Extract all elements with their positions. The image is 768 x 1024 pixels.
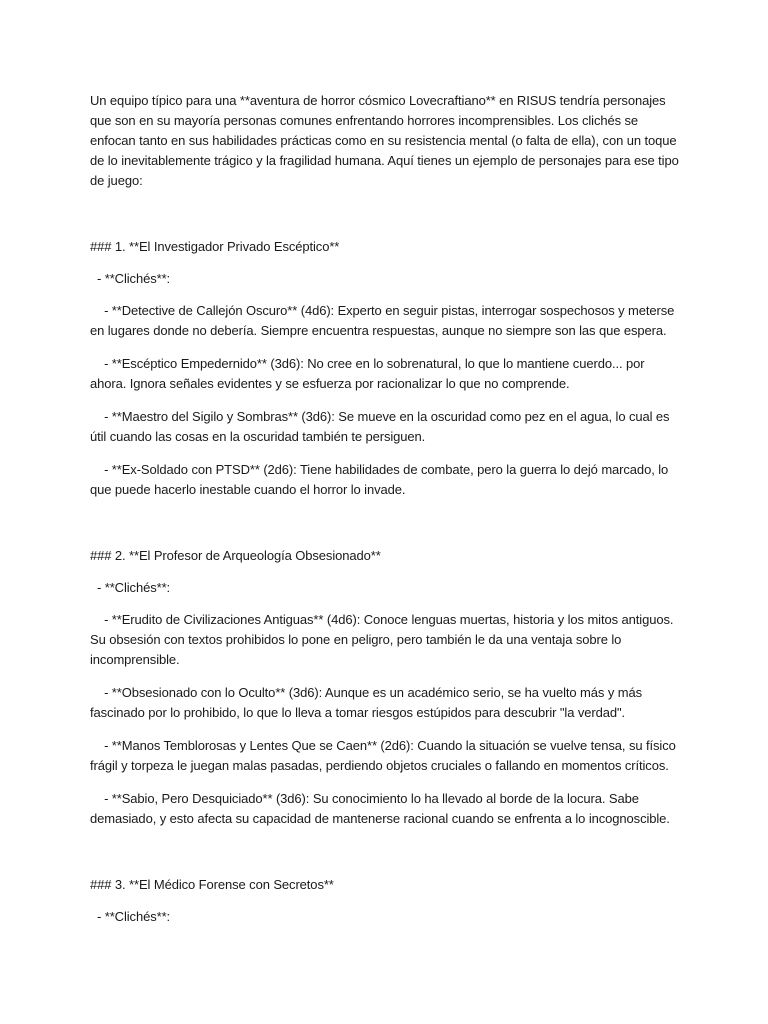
cliche-item: - **Ex-Soldado con PTSD** (2d6): Tiene habilidades de combate, pero la guerra lo dejó marcado, lo que puede hacerlo inestable cuando el horror lo invade. <box>90 462 669 497</box>
cliche-item: - **Manos Temblorosas y Lentes Que se Caen** (2d6): Cuando la situación se vuelve tensa, su físico frágil y torpeza le juegan malas pasadas, perdiendo objetos cruciales o fallando en momentos críticos. <box>90 738 676 773</box>
character-heading: ### 2. **El Profesor de Arqueología Obsesionado** <box>90 548 381 563</box>
cliches-label: - **Clichés**: <box>90 909 171 924</box>
cliches-label: - **Clichés**: <box>90 580 171 595</box>
cliche-item: - **Maestro del Sigilo y Sombras** (3d6): Se mueve en la oscuridad como pez en el agua, lo cual es útil cuando las cosas en la oscuridad también te persiguen. <box>90 409 670 444</box>
document-page <box>90 91 680 939</box>
cliche-item: - **Sabio, Pero Desquiciado** (3d6): Su conocimiento lo ha llevado al borde de la locura. Sabe demasiado, y esto afecta su capacidad de mantenerse racional cuando se enfrenta a lo incognoscible. <box>90 791 670 826</box>
cliche-item: - **Detective de Callejón Oscuro** (4d6): Experto en seguir pistas, interrogar sospechosos y meterse en lugares donde no debería. Siempre encuentra respuestas, aunque no siempre son las que espera. <box>90 303 675 338</box>
cliche-item: - **Escéptico Empedernido** (3d6): No cree en lo sobrenatural, lo que lo mantiene cuerdo... por ahora. Ignora señales evidentes y se esfuerza por racionalizar lo que no comprende. <box>90 356 645 391</box>
character-heading: ### 1. **El Investigador Privado Escéptico** <box>90 239 340 254</box>
cliche-item: - **Erudito de Civilizaciones Antiguas** (4d6): Conoce lenguas muertas, historia y los mitos antiguos. Su obsesión con textos prohibidos lo pone en peligro, pero también le da una ventaja sobre lo incomprensible. <box>90 612 674 667</box>
character-heading: ### 3. **El Médico Forense con Secretos** <box>90 877 334 892</box>
cliche-item: - **Obsesionado con lo Oculto** (3d6): Aunque es un académico serio, se ha vuelto más y más fascinado por lo prohibido, lo que lo lleva a tomar riesgos estúpidos para descubrir "la verdad". <box>90 685 642 720</box>
intro-paragraph: Un equipo típico para una **aventura de horror cósmico Lovecraftiano** en RISUS tendría personajes que son en su mayoría personas comunes enfrentando horrores incomprensibles. Los clichés se enfocan tanto en sus habilidades prácticas como en su resistencia mental (o falta de ella), con un toque de lo inevitablemente trágico y la fragilidad humana. Aquí tienes un ejemplo de personajes para ese tipo de juego: <box>90 93 679 188</box>
cliches-label: - **Clichés**: <box>90 271 171 286</box>
